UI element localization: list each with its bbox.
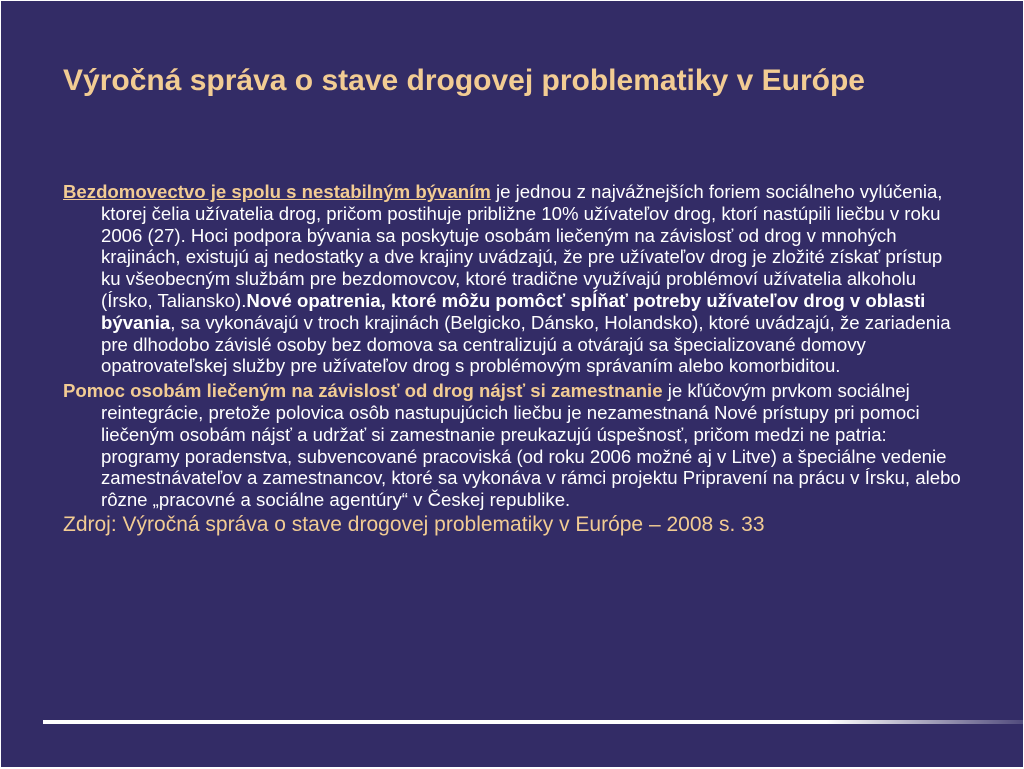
source-citation: Zdroj: Výročná správa o stave drogovej problematiky v Európe – 2008 s. 33 <box>63 512 765 536</box>
paragraph-housing-emphasis: Nové opatrenia, ktoré môžu pomôcť spĺňať potreby užívateľov drog v oblasti bývania <box>101 289 926 333</box>
slide <box>1 1 1023 767</box>
paragraph-employment-text: je kľúčovým prvkom sociálnej reintegrácie, pretože polovica osôb nastupujúcich liečbu je nezamestnaná Nové prístupy pri pomoci liečeným osobám nájsť a udržať si zamestnanie preukazujú úspešnosť, pričom medzi ne patria: programy poradenstva, subvencované pracoviská (od roku 2006 možné aj v Litve) a špeciálne vedenie zamestnávateľov a zamestnancov, ktoré sa vykonáva v rámci projektu Pripravení na prácu v Írsku, alebo rôzne „pracovné a sociálne agentúry“ v Českej republike. <box>101 380 961 511</box>
paragraph-employment-lead: Pomoc osobám liečeným na závislosť od drog nájsť si zamestnanie <box>63 380 663 402</box>
paragraph-housing-lead: Bezdomovectvo je spolu s nestabilným bývaním <box>63 181 491 202</box>
paragraph-housing <box>63 181 963 377</box>
slide-content <box>63 181 963 538</box>
paragraph-employment <box>63 380 963 511</box>
slide-title: Výročná správa o stave drogovej problematiky v Európe <box>63 64 865 97</box>
footer-divider <box>43 720 1023 724</box>
paragraph-housing-text: je jednou z najvážnejších foriem sociálneho vylúčenia, ktorej čelia užívatelia drog, pričom postihuje približne 10% užívateľov drog, ktorí nastúpili liečbu v roku 2006 (27). Hoci podpora bývania sa poskytuje osobám liečeným na závislosť od drog v mnohých krajinách, existujú aj nedostatky a dve krajiny uvádzajú, že pre užívateľov drog je zložité získať prístup ku všeobecným službám pre bezdomovcov, ktoré tradične využívajú problémoví užívatelia alkoholu (Írsko, Taliansko). <box>101 181 943 311</box>
paragraph-housing-text-continued: , sa vykonávajú v troch krajinách (Belgicko, Dánsko, Holandsko), ktoré uvádzajú, že zariadenia pre dlhodobo závislé osoby bez domova sa centralizujú a otvárajú sa špecializované domovy opatrovateľskej služby pre užívateľov drog s problémovým správaním alebo komorbiditou. <box>101 311 951 377</box>
